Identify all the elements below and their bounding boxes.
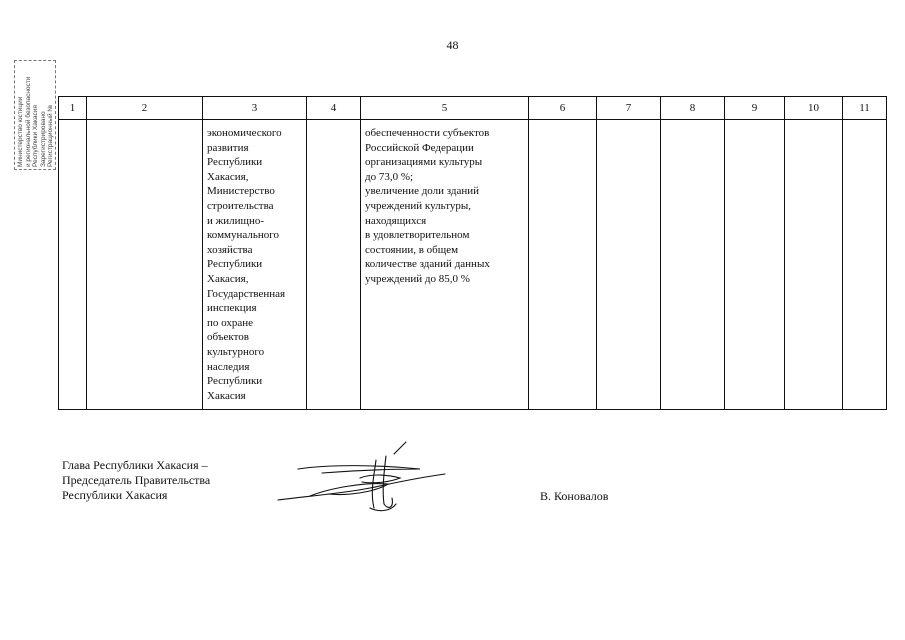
table-cell [725,120,785,410]
column-header: 7 [597,97,661,120]
table-cell [307,120,361,410]
table-cell [529,120,597,410]
expected-results-cell [361,120,529,410]
signatory-name: В. Коновалов [540,489,609,503]
stamp-line: Министерство юстиции [17,96,24,167]
column-header: 1 [59,97,87,120]
table-cell [59,120,87,410]
program-table [58,96,887,410]
registration-stamp [14,60,56,170]
column-header: 2 [87,97,203,120]
column-header: 11 [843,97,887,120]
handwritten-signature [270,438,460,518]
column-header: 9 [725,97,785,120]
table-cell [597,120,661,410]
column-header: 4 [307,97,361,120]
page-number: 48 [446,38,459,52]
column-header: 6 [529,97,597,120]
signatory-title-line: Глава Республики Хакасия – [62,458,208,472]
table-row [59,120,887,410]
stamp-line: Республики Хакасия [32,105,39,167]
column-header: 3 [203,97,307,120]
stamp-line: Регистрационный № [47,104,54,167]
signatory-title-line: Председатель Правительства [62,473,211,487]
table-cell [785,120,843,410]
column-header: 10 [785,97,843,120]
stamp-line: Зарегистрировано [39,111,47,167]
table-cell [843,120,887,410]
signatory-title-line: Республики Хакасия [62,488,168,502]
stamp-line: и региональной безопасности [24,76,32,167]
responsible-executors-text: экономического развития Республики Хакасия, Министерство строительства и жилищно- коммунального хозяйства Республики Хакасия, Государственная инспекция по охране объектов культурного наследия Республики Хакасия [207,127,286,402]
stamp-text [17,63,55,167]
table-cell [661,120,725,410]
column-header: 8 [661,97,725,120]
signatory-title [62,458,210,503]
table-cell [87,120,203,410]
column-header: 5 [361,97,529,120]
responsible-executors-cell [203,120,307,410]
expected-results-text: обеспеченности субъектов Российской Федерации организациями культуры до 73,0 %; увеличение доли зданий учреждений культуры, находящихся в удовлетворительном состоянии, в общем количестве зданий данных учреждений до 85,0 % [365,127,490,285]
table-header-row [59,97,887,120]
